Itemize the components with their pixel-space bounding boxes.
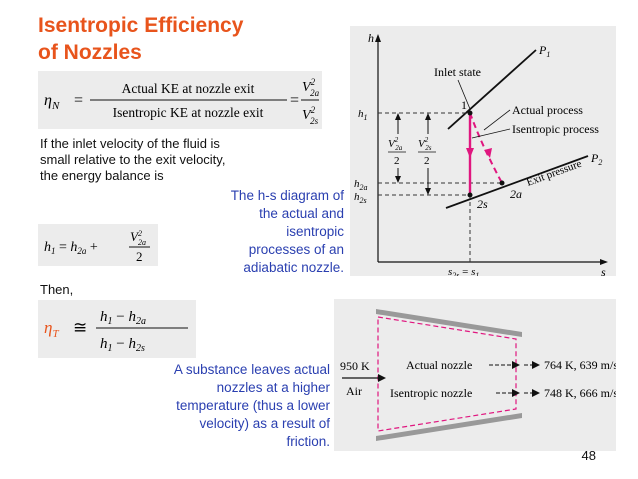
- hs-diagram: [350, 26, 616, 276]
- point-2a-label: 2a: [510, 187, 522, 201]
- fluid-label: Air: [346, 384, 362, 398]
- title-line-2: of Nozzles: [38, 41, 142, 64]
- actual-process-line: [470, 113, 502, 183]
- energy-balance-svg: [38, 224, 158, 266]
- state-1-dot: [468, 111, 473, 116]
- eta-t-symbol: $\eta_T$: [44, 318, 59, 340]
- inlet-arrowhead: [378, 374, 386, 382]
- h2s-label: $h_{2s}$: [354, 191, 367, 205]
- h1-label: $h_1$: [358, 108, 368, 122]
- actual-arrow: [484, 148, 492, 158]
- approx-symbol: ≅: [73, 318, 88, 337]
- intro-text: If the inlet velocity of the fluid is small relative to the exit velocity, the energy balance is: [40, 136, 226, 183]
- state-2a-dot: [500, 181, 505, 186]
- title-line-1: Isentropic Efficiency: [38, 14, 244, 37]
- eta-t-equation: [38, 300, 196, 358]
- friction-caption-text: A substance leaves actual nozzles at a higher temperature (thus a lower velocity) as a result of friction.: [173, 362, 330, 449]
- v2a-numerator: $V^2$ 2a: [302, 77, 320, 98]
- v2s-denominator: $V^2$ 2s: [302, 105, 319, 126]
- p1-label: $P_1$: [539, 43, 551, 59]
- nozzle-dashed-outline: [378, 317, 516, 431]
- eta-t-numerator: $h_1 - h_{2a}$: [100, 309, 146, 327]
- s-axis-label: s: [601, 265, 606, 276]
- v2a-arrow-bottom: [395, 176, 401, 183]
- eta-t-denominator: $h_1 - h_{2s}$: [100, 336, 145, 354]
- p2-label: $P_2$: [591, 151, 603, 167]
- isentropic-arrow: [466, 148, 474, 158]
- isentropic-nozzle-label: Isentropic nozzle: [390, 386, 473, 400]
- isentropic-exit-label: 748 K, 666 m/s: [544, 386, 616, 400]
- h-axis-label: h: [368, 31, 374, 45]
- v2s-arrow-bottom: [425, 188, 431, 195]
- energy-frac-den: 2: [136, 249, 143, 264]
- energy-lhs: $h_1 = h_{2a}$ +: [44, 240, 98, 256]
- energy-frac-num: $V^2$ 2a: [130, 229, 146, 247]
- page-number: 48: [581, 448, 596, 463]
- h2a-label: $h_{2a}$: [354, 178, 368, 192]
- actual-nozzle-label: Actual nozzle: [406, 358, 473, 372]
- actual-process-leader: [484, 110, 510, 130]
- equals-2: =: [290, 92, 300, 109]
- inlet-temp-label: 950 K: [340, 359, 370, 373]
- v2a-arrow-top: [395, 113, 401, 120]
- equals-1: =: [74, 92, 84, 109]
- h-axis-arrow: [375, 34, 381, 42]
- nozzle-top-wall: [376, 309, 522, 337]
- nozzle-diagram: [334, 299, 616, 451]
- hs-diagram-caption: [222, 187, 344, 277]
- exit-pressure-label: Exit pressure: [524, 157, 584, 189]
- ke-numerator: Actual KE at nozzle exit: [121, 81, 255, 96]
- s-value-label: $s_{2s} = s_1$: [448, 266, 480, 276]
- actual-exit-label: 764 K, 639 m/s: [544, 358, 616, 372]
- friction-caption: [170, 361, 330, 451]
- hs-diagram-svg: [350, 26, 616, 276]
- p1-isobar: [448, 50, 536, 129]
- v2s-den: 2: [424, 155, 430, 167]
- actual-process-label: Actual process: [512, 103, 583, 117]
- v2s-label: $V^2$ 2s: [418, 136, 432, 152]
- point-1-label: 1: [461, 98, 467, 112]
- nozzle-diagram-svg: [334, 299, 616, 451]
- isentropic-process-label: Isentropic process: [512, 122, 599, 136]
- nozzle-efficiency-svg: [38, 71, 322, 129]
- point-2s-label: 2s: [477, 197, 488, 211]
- hs-caption-text: The h-s diagram of the actual and isentropic processes of an adiabatic nozzle.: [230, 188, 344, 275]
- ke-denominator: Isentropic KE at nozzle exit: [112, 105, 264, 120]
- nozzle-efficiency-equation: [38, 71, 322, 129]
- v2a-den: 2: [394, 155, 400, 167]
- eta-t-svg: [38, 300, 196, 358]
- isentropic-exit-arrowhead: [532, 389, 540, 397]
- energy-balance-equation: [38, 224, 158, 266]
- inlet-state-label: Inlet state: [434, 65, 481, 79]
- v2s-arrow-top: [425, 113, 431, 120]
- slide-title: [38, 12, 298, 66]
- nozzle-bottom-wall: [376, 413, 522, 441]
- state-2s-dot: [468, 193, 473, 198]
- v2a-label: $V^2$ 2a: [388, 136, 403, 152]
- then-label: Then,: [40, 282, 74, 297]
- actual-exit-arrowhead: [532, 361, 540, 369]
- eta-n-symbol: $\eta_N$: [44, 92, 60, 112]
